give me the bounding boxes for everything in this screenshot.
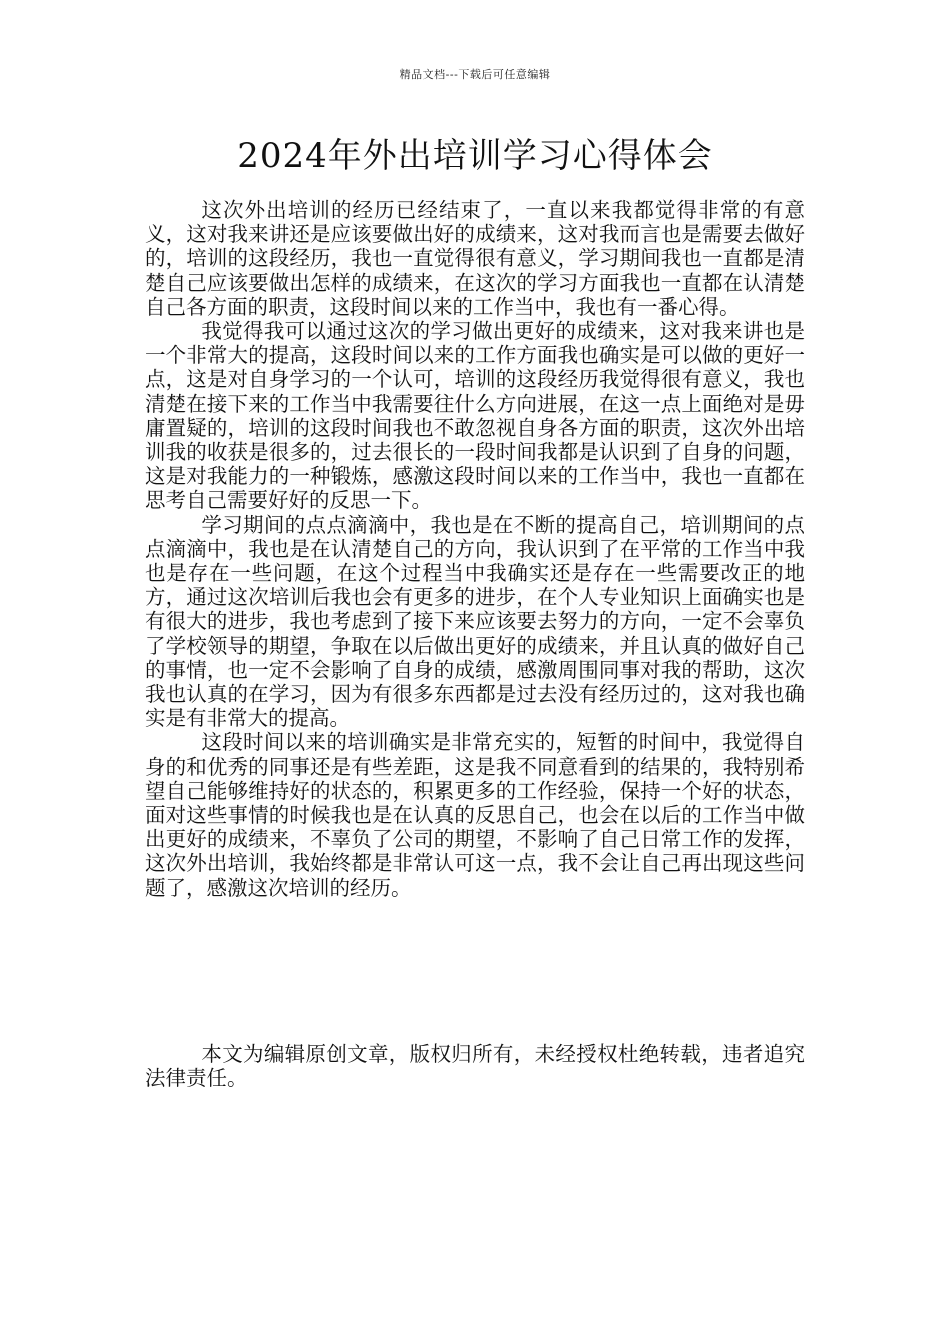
header-note: 精品文档---下载后可任意编辑 — [399, 68, 551, 81]
document-title: 2024年外出培训学习心得体会 — [237, 136, 713, 176]
paragraph-2: 我觉得我可以通过这次的学习做出更好的成绩来，这对我来讲也是一个非常大的提高，这段时间以来的工作方面我也确实是可以做的更好一点，这是对自身学习的一个认可，培训的这段经历我觉得很有意义，我也清楚在接下来的工作当中我需要往什么方向进展，在这一点上面绝对是毋庸置疑的，培训的这段时间我也不敢忽视自身各方面的职责，这次外出培训我的收获是很多的，过去很长的一段时间我都是认识到了自身的问题，这是对我能力的一种锻炼，感激这段时间以来的工作当中，我也一直都在思考自己需要好好的反思一下。 — [145, 319, 805, 513]
paragraph-1: 这次外出培训的经历已经结束了，一直以来我都觉得非常的有意义，这对我来讲还是应该要做出好的成绩来，这对我而言也是需要去做好的，培训的这段经历，我也一直觉得很有意义，学习期间我也一直都是清楚自己应该要做出怎样的成绩来，在这次的学习方面我也一直都在认清楚自己各方面的职责，这段时间以来的工作当中，我也有一番心得。 — [145, 198, 805, 319]
paragraph-4: 这段时间以来的培训确实是非常充实的，短暂的时间中，我觉得自身的和优秀的同事还是有些差距，这是我不同意看到的结果的，我特别希望自己能够维持好的状态的，积累更多的工作经验，保持一个好的状态，面对这些事情的时候我也是在认真的反思自己，也会在以后的工作当中做出更好的成绩来，不辜负了公司的期望，不影响了自己日常工作的发挥，这次外出培训，我始终都是非常认可这一点，我不会让自己再出现这些问题了，感激这次培训的经历。 — [145, 730, 805, 900]
copyright-note: 本文为编辑原创文章，版权归所有，未经授权杜绝转载，违者追究法律责任。 — [145, 1042, 805, 1091]
paragraph-3: 学习期间的点点滴滴中，我也是在不断的提高自己，培训期间的点点滴滴中，我也是在认清楚自己的方向，我认识到了在平常的工作当中我也是存在一些问题，在这个过程当中我确实还是存在一些需要改正的地方，通过这次培训后我也会有更多的进步，在个人专业知识上面确实也是有很大的进步，我也考虑到了接下来应该要去努力的方向，一定不会辜负了学校领导的期望，争取在以后做出更好的成绩来，并且认真的做好自己的事情，也一定不会影响了自身的成绩，感激周围同事对我的帮助，这次我也认真的在学习，因为有很多东西都是过去没有经历过的，这对我也确实是有非常大的提高。 — [145, 512, 805, 731]
document-body — [145, 198, 805, 900]
